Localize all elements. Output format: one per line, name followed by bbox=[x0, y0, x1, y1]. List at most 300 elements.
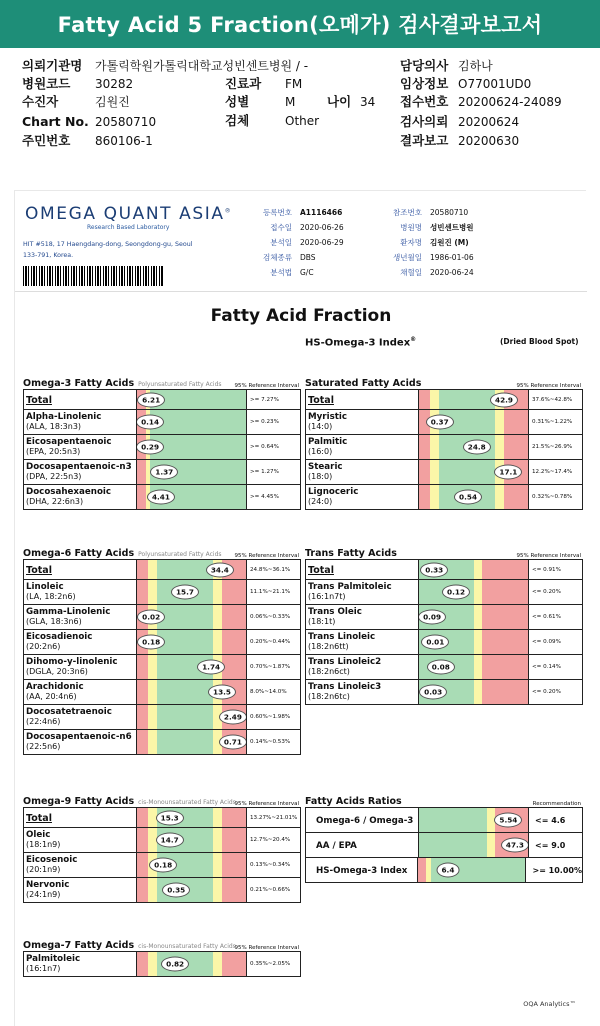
section-omega-9-fatty-acids bbox=[23, 789, 301, 903]
table-row bbox=[24, 580, 300, 605]
result-bar bbox=[137, 952, 247, 976]
header-label-10: 임상정보 bbox=[400, 76, 449, 91]
result-bar bbox=[137, 630, 247, 654]
bar-zone bbox=[222, 808, 246, 827]
result-marker: 14.7 bbox=[156, 833, 184, 848]
index-title bbox=[305, 336, 416, 348]
result-marker: 0.09 bbox=[419, 610, 446, 625]
table-row bbox=[24, 828, 300, 853]
bar-zone bbox=[213, 878, 222, 902]
bar-zone bbox=[157, 680, 214, 704]
bar-zone bbox=[474, 630, 483, 654]
bar-zone bbox=[504, 485, 528, 509]
section-title: Omega-9 Fatty Acids bbox=[23, 796, 135, 807]
result-bar bbox=[137, 410, 247, 434]
reference-header: 95% Reference Interval bbox=[516, 553, 581, 559]
fatty-acid-label bbox=[24, 952, 137, 976]
result-marker: 0.18 bbox=[149, 858, 177, 873]
bar-zone bbox=[213, 952, 222, 976]
bar-zone bbox=[419, 435, 430, 459]
fatty-acid-name: Omega-6 / Omega-3 bbox=[316, 816, 414, 826]
bar-zone bbox=[482, 655, 528, 679]
result-bar bbox=[419, 655, 529, 679]
fatty-acid-name: Trans Palmitoleic bbox=[308, 582, 392, 592]
fatty-acid-name: Trans Linoleic2 bbox=[308, 657, 382, 667]
section-rows bbox=[23, 807, 301, 903]
fatty-acid-name: Trans Oleic bbox=[308, 607, 362, 617]
fatty-acid-label bbox=[306, 858, 418, 882]
fatty-acid-label bbox=[306, 655, 419, 679]
meta-label: 참조번호 bbox=[393, 208, 422, 217]
section-fatty-acids-ratios bbox=[305, 789, 583, 883]
meta-label: 분석법 bbox=[270, 268, 292, 277]
reference-range: 13.27%~21.01% bbox=[250, 814, 298, 821]
reference-header: 95% Reference Interval bbox=[516, 383, 581, 389]
meta-row-1 bbox=[240, 220, 344, 235]
meta-row-0 bbox=[240, 205, 342, 220]
bar-zone bbox=[148, 705, 157, 729]
fatty-acid-label bbox=[306, 680, 419, 704]
lab-subtitle: Research Based Laboratory bbox=[87, 224, 170, 231]
bar-zone bbox=[222, 878, 246, 902]
divider bbox=[15, 291, 587, 292]
section-rows bbox=[23, 951, 301, 977]
result-bar bbox=[419, 390, 529, 409]
reference-range: <= 0.91% bbox=[532, 566, 561, 573]
bar-zone bbox=[222, 952, 246, 976]
section-header bbox=[23, 933, 301, 951]
fatty-acid-name: Palmitic bbox=[308, 437, 348, 447]
bar-zone bbox=[482, 630, 528, 654]
result-marker: 0.14 bbox=[137, 415, 164, 430]
fatty-acid-label bbox=[306, 390, 419, 409]
fatty-acid-name: Alpha-Linolenic bbox=[26, 412, 102, 422]
table-row bbox=[306, 655, 582, 680]
bar-zone bbox=[495, 410, 504, 434]
bar-zone bbox=[482, 580, 528, 604]
fatty-acid-name: Docosapentaenoic-n6 bbox=[26, 732, 132, 742]
result-marker: 15.7 bbox=[171, 585, 199, 600]
fatty-acid-label bbox=[24, 390, 137, 409]
header-value-3: 20580710 bbox=[95, 115, 157, 129]
fatty-acid-label bbox=[24, 435, 137, 459]
fatty-acid-name: Palmitoleic bbox=[26, 954, 81, 964]
result-bar bbox=[419, 630, 529, 654]
result-bar bbox=[137, 560, 247, 579]
bar-zone bbox=[137, 853, 148, 877]
section-rows bbox=[23, 389, 301, 510]
result-marker: 0.03 bbox=[419, 685, 447, 700]
header-value-10: O77001UD0 bbox=[458, 77, 532, 91]
fatty-acid-label bbox=[306, 833, 419, 857]
fatty-acid-code: (20:2n6) bbox=[26, 642, 61, 651]
table-row bbox=[306, 833, 582, 858]
header-label-9: 담당의사 bbox=[400, 58, 449, 73]
section-title: Omega-3 Fatty Acids bbox=[23, 378, 135, 389]
result-bar bbox=[419, 410, 529, 434]
fatty-acid-label bbox=[24, 630, 137, 654]
fatty-acid-name: Nervonic bbox=[26, 880, 70, 890]
meta-row-2 bbox=[240, 235, 344, 250]
bar-zone bbox=[430, 435, 439, 459]
fatty-acid-label bbox=[306, 410, 419, 434]
bar-zone bbox=[137, 828, 148, 852]
bar-zone bbox=[430, 460, 439, 484]
reference-range: >= 0.64% bbox=[250, 444, 279, 450]
fatty-acid-name: Eicosenoic bbox=[26, 855, 78, 865]
fatty-acid-name: Lignoceric bbox=[308, 487, 359, 497]
section-rows bbox=[23, 559, 301, 755]
result-bar bbox=[137, 435, 247, 459]
bar-zone bbox=[148, 952, 157, 976]
table-row bbox=[306, 680, 582, 705]
table-row bbox=[24, 435, 300, 460]
reference-range: 21.5%~26.9% bbox=[532, 444, 573, 450]
result-marker: 0.54 bbox=[454, 490, 482, 505]
header-value-4: 860106-1 bbox=[95, 134, 153, 148]
header-value-5: FM bbox=[285, 77, 303, 91]
section-omega-3-fatty-acids bbox=[23, 371, 301, 510]
meta-value: 성빈센트병원 bbox=[430, 223, 474, 232]
reference-range: 0.21%~0.66% bbox=[250, 887, 291, 893]
bar-zone bbox=[504, 410, 528, 434]
bar-zone bbox=[439, 460, 496, 484]
header-label-2: 수진자 bbox=[22, 94, 59, 109]
result-bar bbox=[137, 390, 247, 409]
result-marker: 1.74 bbox=[197, 660, 225, 675]
result-bar bbox=[419, 580, 529, 604]
fatty-acid-name: AA / EPA bbox=[316, 841, 357, 851]
section-rows bbox=[305, 389, 583, 510]
meta-label: 검체종류 bbox=[263, 253, 292, 262]
result-marker: 24.8 bbox=[463, 440, 491, 455]
section-subtitle: Polyunsaturated Fatty Acids bbox=[138, 551, 222, 558]
fatty-acid-code: (GLA, 18:3n6) bbox=[26, 617, 82, 626]
table-row bbox=[306, 580, 582, 605]
bar-zone bbox=[137, 560, 148, 579]
fatty-acid-name: Linoleic bbox=[26, 582, 64, 592]
header-label-11: 접수번호 bbox=[400, 94, 449, 109]
fatty-acid-code: (16:1n7t) bbox=[308, 592, 346, 601]
fatty-acid-name: Arachidonic bbox=[26, 682, 84, 692]
bar-zone bbox=[482, 680, 528, 704]
fatty-acid-code: (18:2n6tc) bbox=[308, 692, 350, 701]
bar-zone bbox=[137, 680, 148, 704]
fatty-acid-label bbox=[306, 435, 419, 459]
bar-zone bbox=[474, 680, 483, 704]
bar-zone bbox=[419, 833, 487, 857]
header-label-13: 결과보고 bbox=[400, 133, 449, 148]
fatty-acid-name: Total bbox=[26, 394, 52, 406]
reference-range: 0.35%~2.05% bbox=[250, 961, 291, 967]
header-label-0: 의뢰기관명 bbox=[22, 58, 83, 73]
bar-zone bbox=[222, 853, 246, 877]
fatty-acid-code: (22:4n6) bbox=[26, 717, 61, 726]
bar-zone bbox=[474, 655, 483, 679]
meta-label: 접수일 bbox=[270, 223, 292, 232]
fatty-acid-code: (18:1n9) bbox=[26, 840, 61, 849]
sample-type: (Dried Blood Spot) bbox=[500, 337, 579, 346]
fatty-acid-code: (DGLA, 20:3n6) bbox=[26, 667, 88, 676]
result-bar bbox=[137, 655, 247, 679]
bar-zone bbox=[495, 485, 504, 509]
reference-range: 0.20%~0.44% bbox=[250, 639, 291, 645]
fatty-acid-code: (LA, 18:2n6) bbox=[26, 592, 76, 601]
bar-zone bbox=[474, 605, 483, 629]
header-value-8: Other bbox=[285, 114, 320, 128]
table-row bbox=[306, 410, 582, 435]
reference-range: 37.6%~42.8% bbox=[532, 396, 573, 403]
section-rows bbox=[305, 807, 583, 883]
index-title-text: HS-Omega-3 Index bbox=[305, 337, 411, 349]
table-row bbox=[24, 655, 300, 680]
bar-zone bbox=[419, 460, 430, 484]
bar-zone bbox=[482, 560, 528, 579]
result-marker: 5.54 bbox=[494, 813, 522, 828]
lab-report bbox=[14, 190, 586, 1026]
bar-zone bbox=[213, 808, 222, 827]
lab-address: HIT #518, 17 Haengdang-dong, Seongdong-gu, Seoul 133-791, Korea. bbox=[23, 241, 193, 259]
bar-zone bbox=[137, 952, 148, 976]
table-row bbox=[24, 390, 300, 410]
reference-range: <= 0.20% bbox=[532, 589, 561, 595]
table-row bbox=[24, 605, 300, 630]
section-omega-7-fatty-acids bbox=[23, 933, 301, 977]
table-row bbox=[306, 605, 582, 630]
fatty-acid-name: Docosahexaenoic bbox=[26, 487, 112, 497]
fatty-acid-code: (AA, 20:4n6) bbox=[26, 692, 77, 701]
section-header bbox=[23, 789, 301, 807]
result-marker: 1.37 bbox=[150, 465, 178, 480]
fatty-acid-name: Stearic bbox=[308, 462, 343, 472]
reference-range: <= 0.14% bbox=[532, 664, 561, 670]
result-bar bbox=[137, 580, 247, 604]
bar-zone bbox=[148, 878, 157, 902]
meta-value: 2020-06-24 bbox=[430, 268, 474, 277]
fatty-acid-label bbox=[24, 655, 137, 679]
result-bar bbox=[419, 605, 529, 629]
header-value-0: 가톨릭학원가톨릭대학교성빈센트병원 / - bbox=[95, 59, 309, 73]
bar-zone bbox=[213, 828, 222, 852]
bar-zone bbox=[148, 560, 157, 579]
bar-zone bbox=[137, 460, 146, 484]
fatty-acid-code: (24:1n9) bbox=[26, 890, 61, 899]
bar-zone bbox=[222, 828, 246, 852]
reference-range: >= 4.45% bbox=[250, 494, 279, 500]
fatty-acid-name: Dihomo-y-linolenic bbox=[26, 657, 118, 667]
meta-label: 등록번호 bbox=[263, 208, 292, 217]
section-omega-6-fatty-acids bbox=[23, 541, 301, 755]
fatty-acid-label bbox=[306, 460, 419, 484]
result-marker: 17.1 bbox=[494, 465, 522, 480]
reference-header: 95% Reference Interval bbox=[234, 553, 299, 559]
fatty-acid-code: (18:2n6tt) bbox=[308, 642, 349, 651]
reference-header: Recommendation bbox=[532, 801, 581, 807]
fatty-acid-name: Eicosadienoic bbox=[26, 632, 93, 642]
table-row bbox=[306, 485, 582, 510]
bar-zone bbox=[495, 435, 504, 459]
fatty-acid-code: (18:1t) bbox=[308, 617, 336, 626]
reference-range: 0.70%~1.87% bbox=[250, 664, 291, 670]
header-value-12: 20200624 bbox=[458, 115, 520, 129]
section-title: Trans Fatty Acids bbox=[305, 548, 397, 559]
result-bar bbox=[419, 680, 529, 704]
fatty-acid-code: (18:0) bbox=[308, 472, 333, 481]
reference-range: 8.0%~14.0% bbox=[250, 689, 287, 695]
fatty-acid-code: (14:0) bbox=[308, 422, 333, 431]
section-trans-fatty-acids bbox=[305, 541, 583, 705]
fatty-acid-label bbox=[24, 580, 137, 604]
meta-row-4 bbox=[240, 265, 314, 280]
table-row bbox=[306, 630, 582, 655]
meta-row-6 bbox=[370, 220, 473, 235]
fatty-acid-label bbox=[24, 410, 137, 434]
bar-zone bbox=[213, 853, 222, 877]
result-bar bbox=[419, 560, 529, 579]
fatty-acid-name: Total bbox=[26, 564, 52, 576]
fatty-acid-name: Gamma-Linolenic bbox=[26, 607, 111, 617]
fatty-acid-label bbox=[24, 485, 137, 509]
meta-row-5 bbox=[370, 205, 468, 220]
bar-zone bbox=[430, 390, 439, 409]
result-bar bbox=[137, 605, 247, 629]
reference-range: 24.8%~36.1% bbox=[250, 566, 291, 573]
reference-header: 95% Reference Interval bbox=[234, 945, 299, 951]
header-label-3: Chart No. bbox=[22, 114, 89, 129]
result-marker: 0.37 bbox=[426, 415, 454, 430]
reference-range: 0.14%~0.53% bbox=[250, 739, 291, 745]
table-row bbox=[24, 705, 300, 730]
table-row bbox=[306, 808, 582, 833]
table-row bbox=[306, 435, 582, 460]
fatty-acid-label bbox=[24, 680, 137, 704]
fatty-acid-label bbox=[24, 878, 137, 902]
table-row bbox=[24, 485, 300, 510]
result-bar bbox=[137, 878, 247, 902]
bar-zone bbox=[148, 680, 157, 704]
meta-value: 20580710 bbox=[430, 208, 469, 217]
bar-zone bbox=[137, 808, 148, 827]
meta-value: 김원진 (M) bbox=[430, 238, 469, 247]
fatty-acid-name: Trans Linoleic3 bbox=[308, 682, 382, 692]
result-marker: 0.33 bbox=[420, 562, 448, 577]
result-marker: 0.29 bbox=[137, 440, 164, 455]
reference-range: <= 0.20% bbox=[532, 689, 561, 695]
bar-zone bbox=[137, 730, 148, 754]
bar-zone bbox=[150, 410, 246, 434]
result-marker: 15.3 bbox=[156, 810, 184, 825]
bar-zone bbox=[148, 655, 157, 679]
bar-zone bbox=[430, 485, 439, 509]
fatty-acid-code: (16:1n7) bbox=[26, 964, 61, 973]
bar-zone bbox=[419, 485, 430, 509]
fatty-acid-name: Myristic bbox=[308, 412, 348, 422]
fatty-acid-name: Trans Linoleic bbox=[308, 632, 376, 642]
header-label-6: 성별 bbox=[225, 94, 250, 109]
meta-value: 2020-06-26 bbox=[300, 223, 344, 232]
result-bar bbox=[137, 705, 247, 729]
result-bar bbox=[419, 833, 529, 857]
section-header bbox=[305, 789, 583, 807]
bar-zone bbox=[137, 705, 148, 729]
section-header bbox=[305, 541, 583, 559]
result-bar bbox=[137, 853, 247, 877]
result-marker: 0.18 bbox=[137, 635, 165, 650]
fatty-acid-label bbox=[306, 808, 419, 832]
header-value-6: M bbox=[285, 95, 296, 109]
result-marker: 0.71 bbox=[219, 735, 247, 750]
result-marker: 0.12 bbox=[442, 585, 470, 600]
fatty-acid-name: HS-Omega-3 Index bbox=[316, 866, 408, 876]
lab-logo bbox=[25, 204, 232, 224]
table-row bbox=[306, 460, 582, 485]
result-marker: 0.02 bbox=[137, 610, 165, 625]
result-bar bbox=[419, 460, 529, 484]
bar-zone bbox=[137, 580, 148, 604]
header-value-11: 20200624-24089 bbox=[458, 95, 562, 109]
result-marker: 42.9 bbox=[490, 392, 518, 407]
table-row bbox=[24, 460, 300, 485]
result-marker: 0.01 bbox=[421, 635, 449, 650]
table-row bbox=[24, 878, 300, 903]
result-bar bbox=[137, 730, 247, 754]
report-title: Fatty Acid 5 Fraction(오메가) 검사결과보고서 bbox=[57, 13, 543, 37]
bar-zone bbox=[213, 605, 222, 629]
table-row bbox=[24, 410, 300, 435]
meta-row-9 bbox=[370, 265, 474, 280]
meta-value: DBS bbox=[300, 253, 316, 262]
reference-range: 0.13%~0.34% bbox=[250, 862, 291, 868]
bar-zone bbox=[222, 655, 246, 679]
lab-name: OMEGA QUANT ASIA bbox=[25, 204, 225, 224]
fatty-acid-name: Total bbox=[308, 564, 334, 576]
bar-zone bbox=[137, 655, 148, 679]
section-subtitle: cis-Monounsaturated Fatty Acids bbox=[138, 943, 236, 950]
bar-zone bbox=[137, 485, 146, 509]
section-header bbox=[23, 371, 301, 389]
header-label-12: 검사의뢰 bbox=[400, 114, 449, 129]
fatty-acid-name: Docosapentaenoic-n3 bbox=[26, 462, 132, 472]
reference-range: 12.7%~20.4% bbox=[250, 837, 291, 843]
bar-zone bbox=[504, 435, 528, 459]
fatty-acid-label bbox=[306, 485, 419, 509]
bar-zone bbox=[148, 730, 157, 754]
reference-range: <= 4.6 bbox=[535, 815, 566, 825]
result-marker: 6.4 bbox=[436, 863, 459, 878]
result-marker: 6.21 bbox=[137, 392, 165, 407]
table-row bbox=[24, 680, 300, 705]
result-bar bbox=[418, 858, 527, 882]
fatty-acid-code: (ALA, 18:3n3) bbox=[26, 422, 82, 431]
header-value-1: 30282 bbox=[95, 77, 134, 91]
fatty-acid-code: (DPA, 22:5n3) bbox=[26, 472, 82, 481]
section-title: Omega-6 Fatty Acids bbox=[23, 548, 135, 559]
fatty-acid-label bbox=[24, 460, 137, 484]
reference-range: <= 9.0 bbox=[535, 840, 566, 850]
fatty-acid-name: Oleic bbox=[26, 830, 51, 840]
fatty-acid-name: Eicosapentaenoic bbox=[26, 437, 112, 447]
reference-range: 12.2%~17.4% bbox=[532, 469, 573, 475]
fatty-acid-code: (18:2n6ct) bbox=[308, 667, 350, 676]
fatty-acid-label bbox=[306, 580, 419, 604]
bar-zone bbox=[439, 390, 496, 409]
reference-range: >= 1.27% bbox=[250, 469, 279, 475]
result-bar bbox=[137, 460, 247, 484]
result-bar bbox=[137, 680, 247, 704]
meta-label: 채혈일 bbox=[400, 268, 422, 277]
reference-range: 0.31%~1.22% bbox=[532, 419, 573, 425]
header-value-9: 김하나 bbox=[458, 59, 493, 73]
